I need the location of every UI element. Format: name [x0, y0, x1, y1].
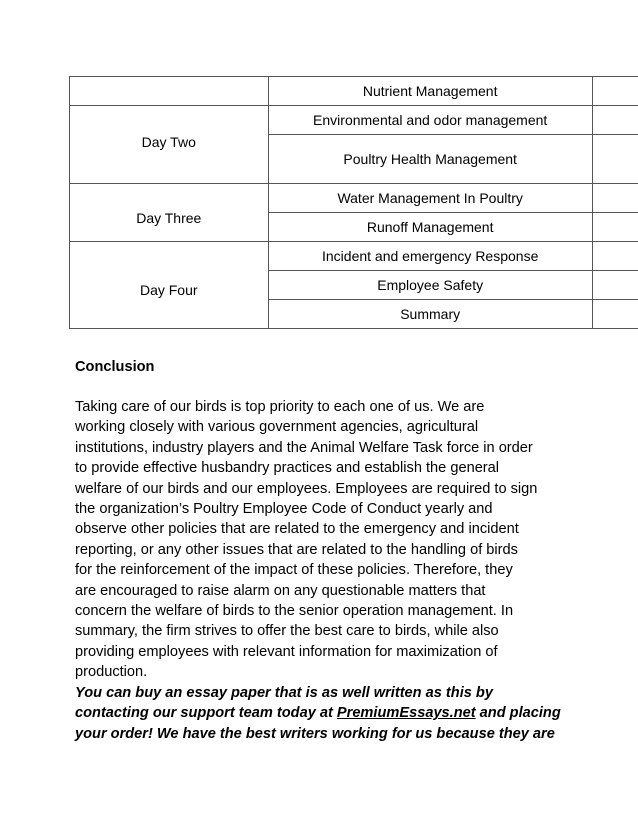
topic-cell: Nutrient Management: [268, 77, 592, 106]
day-cell: [70, 77, 269, 106]
paragraph-line: production.: [75, 664, 148, 681]
topic-cell: Environmental and odor management: [268, 106, 592, 135]
empty-cell: [592, 213, 638, 242]
paragraph-line: working closely with various government agencies, agricultural: [75, 419, 479, 436]
topic-cell: Employee Safety: [268, 271, 592, 300]
paragraph-line: to provide effective husbandry practices and establish the general: [75, 460, 500, 477]
promo-line: your order! We have the best writers working for us because they are: [75, 725, 555, 742]
topic-cell: Poultry Health Management: [268, 135, 592, 184]
paragraph-line: summary, the firm strives to offer the best care to birds, while also: [75, 623, 499, 640]
topic-cell: Incident and emergency Response: [268, 242, 592, 271]
table-row: [70, 184, 638, 213]
empty-cell: [592, 300, 638, 329]
topic-cell: Summary: [268, 300, 592, 329]
topic-cell: Runoff Management: [268, 213, 592, 242]
table-row: [70, 77, 638, 106]
paragraph-line: providing employees with relevant information for maximization of: [75, 643, 498, 660]
paragraph-line: for the reinforcement of the impact of these policies. Therefore, they: [75, 562, 513, 579]
premiumessays-link[interactable]: PremiumEssays.net: [336, 705, 476, 722]
day-cell: Day Four: [70, 242, 269, 329]
promo-paragraph: [75, 683, 575, 744]
paragraph-line: reporting, or any other issues that are related to the handling of birds: [75, 541, 518, 558]
paragraph-line: Taking care of our birds is top priority to each one of us. We are: [75, 399, 485, 415]
paragraph-line: observe other policies that are related to the emergency and incident: [75, 521, 519, 538]
paragraph-line: concern the welfare of birds to the senior operation management. In: [75, 603, 514, 620]
day-cell: Day Three: [70, 184, 269, 242]
promo-line: contacting our support team today at PremiumEssays.net and placing: [75, 705, 561, 722]
paragraph-line: welfare of our birds and our employees. Employees are required to sign: [75, 480, 538, 497]
paragraph-line: institutions, industry players and the Animal Welfare Task force in order: [75, 439, 533, 456]
conclusion-heading: Conclusion: [75, 359, 155, 375]
empty-cell: [592, 135, 638, 184]
table-row: [70, 242, 638, 271]
topic-cell: Water Management In Poultry: [268, 184, 592, 213]
empty-cell: [592, 242, 638, 271]
empty-cell: [592, 106, 638, 135]
empty-cell: [592, 77, 638, 106]
day-cell: Day Two: [70, 106, 269, 184]
promo-line: You can buy an essay paper that is as well written as this by: [75, 685, 493, 701]
empty-cell: [592, 271, 638, 300]
conclusion-paragraph: [75, 397, 575, 683]
paragraph-line: are encouraged to raise alarm on any questionable matters that: [75, 582, 486, 599]
training-schedule-table: [69, 76, 638, 329]
empty-cell: [592, 184, 638, 213]
paragraph-line: the organization’s Poultry Employee Code of Conduct yearly and: [75, 501, 493, 518]
table-row: [70, 106, 638, 135]
